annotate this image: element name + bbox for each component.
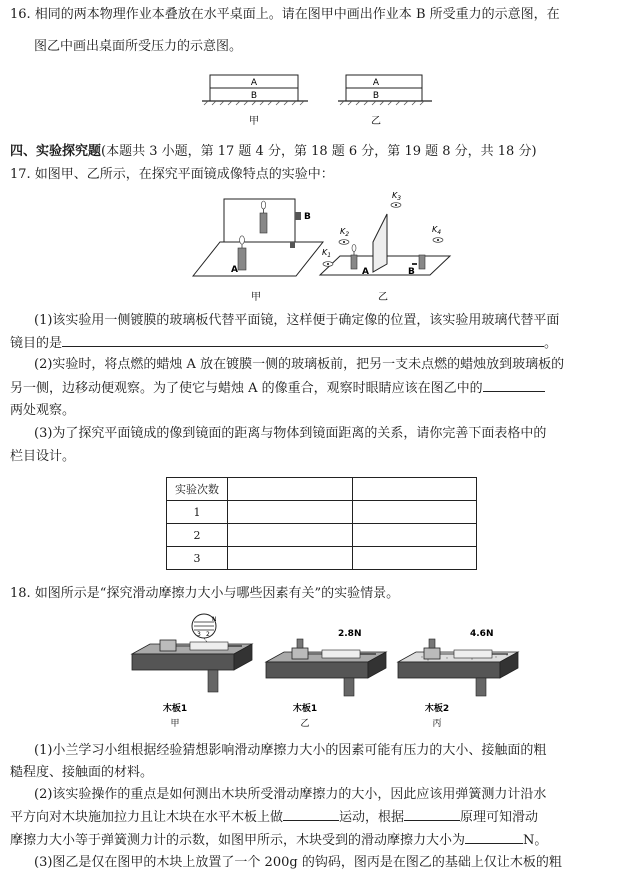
q16-right-caption: 乙: [371, 116, 381, 127]
q18-p2-line1: (2)该实验操作的重点是如何测出木块所受滑动摩擦力的大小，因此应该用弹簧测力计沿水: [34, 787, 547, 802]
q17-p3-line2: 栏目设计。: [10, 449, 76, 464]
q16-right-label-b: B: [372, 91, 380, 101]
q18-yi-reading: 2.8N: [338, 629, 362, 639]
q17-yi-k4: $K_4$: [432, 225, 442, 236]
q16-text-line2: 图乙中画出桌面所受压力的示意图。: [34, 39, 243, 54]
q17-yi-caption: 乙: [378, 292, 388, 303]
table-row-number: 1: [167, 501, 228, 524]
q18-p3-line1: (3)图乙是仅在图甲的木块上放置了一个 200g 的钩码，图丙是在图乙的基础上仅让木板的粗: [34, 855, 562, 870]
q17-jia-caption: 甲: [251, 292, 261, 303]
q18-yi-board: 木板1: [292, 704, 318, 714]
q17-yi-label-b: B: [408, 267, 415, 277]
q18-answer-blank-force[interactable]: [465, 831, 523, 844]
section4-note: (本题共 3 小题，第 17 题 4 分，第 18 题 6 分，第 19 题 8 分，共 18 分): [101, 144, 537, 159]
table-cell-blank[interactable]: [228, 547, 353, 570]
q18-figure-bing: [392, 610, 527, 739]
q18-yi-caption: 乙: [300, 719, 310, 729]
q18-bing-caption: 丙: [432, 719, 442, 729]
q17-yi-k1: $K_1$: [322, 248, 332, 259]
table-row-number: 2: [167, 524, 228, 547]
table-cell-blank[interactable]: [353, 524, 477, 547]
q18-dial-n: N: [212, 616, 217, 623]
q17-yi-label-a: A: [362, 267, 369, 277]
table-cell-blank[interactable]: [228, 524, 353, 547]
q16-figure-left: [200, 70, 310, 134]
q17-p1-line2: 镜目的是 。: [10, 336, 558, 351]
q17-intro: 17. 如图甲、乙所示，在探究平面镜成像特点的实验中：: [10, 167, 334, 182]
q17-jia-label-b: B: [304, 212, 311, 222]
q18-dial-2: 2: [206, 631, 210, 638]
q16-left-caption: 甲: [249, 116, 259, 127]
q18-p2-line2: 平方向对木块施加拉力且让木块在水平木板上做 运动，根据 原理可知滑动: [10, 810, 539, 825]
table-row-number: 3: [167, 547, 228, 570]
q18-intro: 18. 如图所示是“探究滑动摩擦力大小与哪些因素有关”的实验情景。: [10, 586, 400, 601]
table-row: [167, 524, 477, 547]
table-cell-blank[interactable]: [353, 501, 477, 524]
q18-jia-board: 木板1: [162, 704, 188, 714]
q17-p2-line3: 两处观察。: [10, 403, 76, 418]
q18-bing-board: 木板2: [424, 704, 450, 714]
q17-p3-line1: (3)为了探究平面镜成的像到镜面的距离与物体到镜面距离的关系，请你完善下面表格中的: [34, 426, 547, 441]
table-cell-blank[interactable]: [353, 478, 477, 501]
q18-figure-yi: [260, 610, 395, 739]
q17-yi-k2: $K_2$: [340, 227, 350, 238]
q17-p2-line1: (2)实验时，将点燃的蜡烛 A 放在镀膜一侧的玻璃板前，把另一支未点燃的蜡烛放到玻璃板的: [34, 357, 565, 372]
table-header-cell: 实验次数: [167, 478, 228, 501]
q18-answer-blank-motion[interactable]: [283, 808, 339, 821]
q17-answer-blank-2[interactable]: [483, 379, 545, 392]
table-row: [167, 501, 477, 524]
section4-heading: [10, 143, 537, 161]
q18-figure-jia: [122, 610, 257, 739]
table-cell-blank[interactable]: [228, 478, 353, 501]
q17-p1-line1: (1)该实验用一侧镀膜的玻璃板代替平面镜，这样便于确定像的位置，该实验用玻璃代替平面: [34, 313, 560, 328]
q17-yi-k3: $K_3$: [392, 191, 402, 202]
table-row: [167, 547, 477, 570]
table-row: [167, 478, 477, 501]
q16-text-line1: 16. 相同的两本物理作业本叠放在水平桌面上。请在图甲中画出作业本 B 所受重力的示意图，在: [10, 7, 560, 22]
q17-data-table: [166, 477, 477, 570]
q17-figure-jia: [190, 190, 330, 309]
q18-answer-blank-principle[interactable]: [404, 808, 460, 821]
q18-p2-line3: 摩擦力大小等于弹簧测力计的示数，如图甲所示，木块受到的滑动摩擦力大小为 N。: [10, 833, 548, 848]
q17-figure-yi: [315, 190, 460, 309]
q17-p2-line2: 另一侧，边移动便观察。为了使它与蜡烛 A 的像重合，观察时眼睛应该在图乙中的: [10, 379, 545, 398]
q16-right-label-a: A: [372, 78, 380, 88]
q16-left-label-a: A: [250, 78, 258, 88]
table-cell-blank[interactable]: [353, 547, 477, 570]
q16-left-label-b: B: [250, 91, 258, 101]
q16-figure-right: [336, 70, 446, 134]
section4-title: 四、实验探究题: [10, 144, 102, 159]
q18-jia-caption: 甲: [170, 719, 180, 729]
q18-dial-3: 3: [197, 631, 201, 638]
q17-answer-blank-1[interactable]: [62, 334, 544, 347]
q18-p1-line1: (1)小兰学习小组根据经验猜想影响滑动摩擦力大小的因素可能有压力的大小、接触面的粗: [34, 743, 547, 758]
q18-bing-reading: 4.6N: [470, 629, 494, 639]
table-cell-blank[interactable]: [228, 501, 353, 524]
q18-p1-line2: 糙程度、接触面的材料。: [10, 765, 154, 780]
q17-jia-label-a: A: [231, 265, 238, 275]
